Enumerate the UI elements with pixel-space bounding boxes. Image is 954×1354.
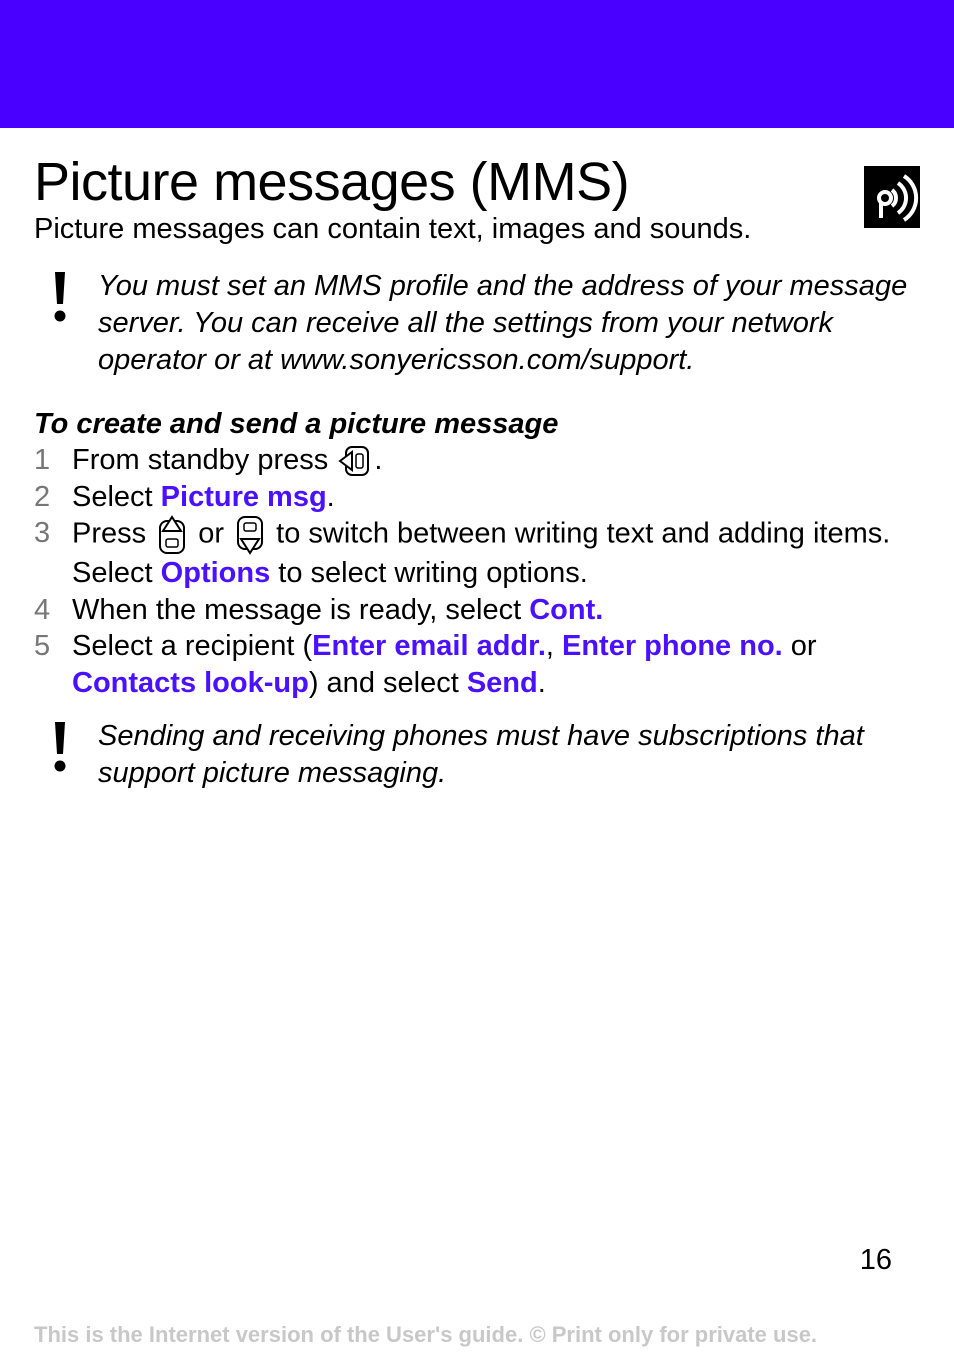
step-2 xyxy=(34,479,914,516)
step-5 xyxy=(34,628,914,701)
footer-notice: This is the Internet version of the User's guide. © Print only for private use. xyxy=(34,1322,818,1347)
step-text: to switch between writing text and adding items. Select xyxy=(72,517,891,589)
menu-item-send: Send xyxy=(466,666,538,699)
step-number: 5 xyxy=(34,630,51,662)
exclamation-icon xyxy=(48,272,72,324)
step-text: . xyxy=(537,666,546,699)
step-text: or xyxy=(782,630,817,662)
step-number: 1 xyxy=(34,444,51,476)
step-text: ) and select xyxy=(308,666,467,699)
step-number: 3 xyxy=(34,517,51,549)
page-subtitle: Picture messages can contain text, images and sounds. xyxy=(34,213,752,245)
menu-item-enter-email-addr: Enter email addr. xyxy=(312,630,546,662)
step-text: , xyxy=(545,630,562,662)
step-text: When the message is ready, select xyxy=(72,593,530,626)
step-number: 4 xyxy=(34,593,51,626)
step-1 xyxy=(34,442,914,479)
note-mms-profile xyxy=(34,268,924,379)
left-soft-key-icon xyxy=(338,445,372,477)
note-subscriptions xyxy=(34,718,924,792)
menu-item-enter-phone-no: Enter phone no. xyxy=(562,630,783,662)
step-number: 2 xyxy=(34,480,51,513)
menu-item-options: Options xyxy=(160,557,271,589)
steps-list xyxy=(34,442,914,701)
step-text: Press xyxy=(72,517,155,550)
step-text: . xyxy=(374,444,383,476)
step-text: to select writing options. xyxy=(270,557,588,589)
menu-item-cont: Cont. xyxy=(529,593,604,626)
note-text: You must set an MMS profile and the address of your message server. You can receive all the settings from your network operator or at www.sonyericsson.com/support. xyxy=(98,270,908,376)
down-navigation-key-icon xyxy=(234,515,266,555)
menu-item-contacts-look-up: Contacts look-up xyxy=(72,666,309,699)
up-navigation-key-icon xyxy=(156,515,188,555)
page-number: 16 xyxy=(859,1244,892,1276)
exclamation-icon xyxy=(48,722,72,774)
wireless-service-icon xyxy=(864,166,920,228)
step-text: From standby press xyxy=(72,444,337,476)
step-3 xyxy=(34,515,914,592)
step-text: . xyxy=(326,480,335,513)
page-title: Picture messages (MMS) xyxy=(34,152,630,212)
step-text: Select xyxy=(72,480,161,513)
note-text: Sending and receiving phones must have subscriptions that support picture messaging. xyxy=(98,720,864,789)
header-band xyxy=(0,0,954,128)
menu-item-picture-msg: Picture msg xyxy=(160,480,327,513)
section-heading: To create and send a picture message xyxy=(34,408,559,440)
step-text: or xyxy=(190,517,233,550)
step-4 xyxy=(34,592,914,629)
step-text: Select a recipient ( xyxy=(72,630,313,662)
